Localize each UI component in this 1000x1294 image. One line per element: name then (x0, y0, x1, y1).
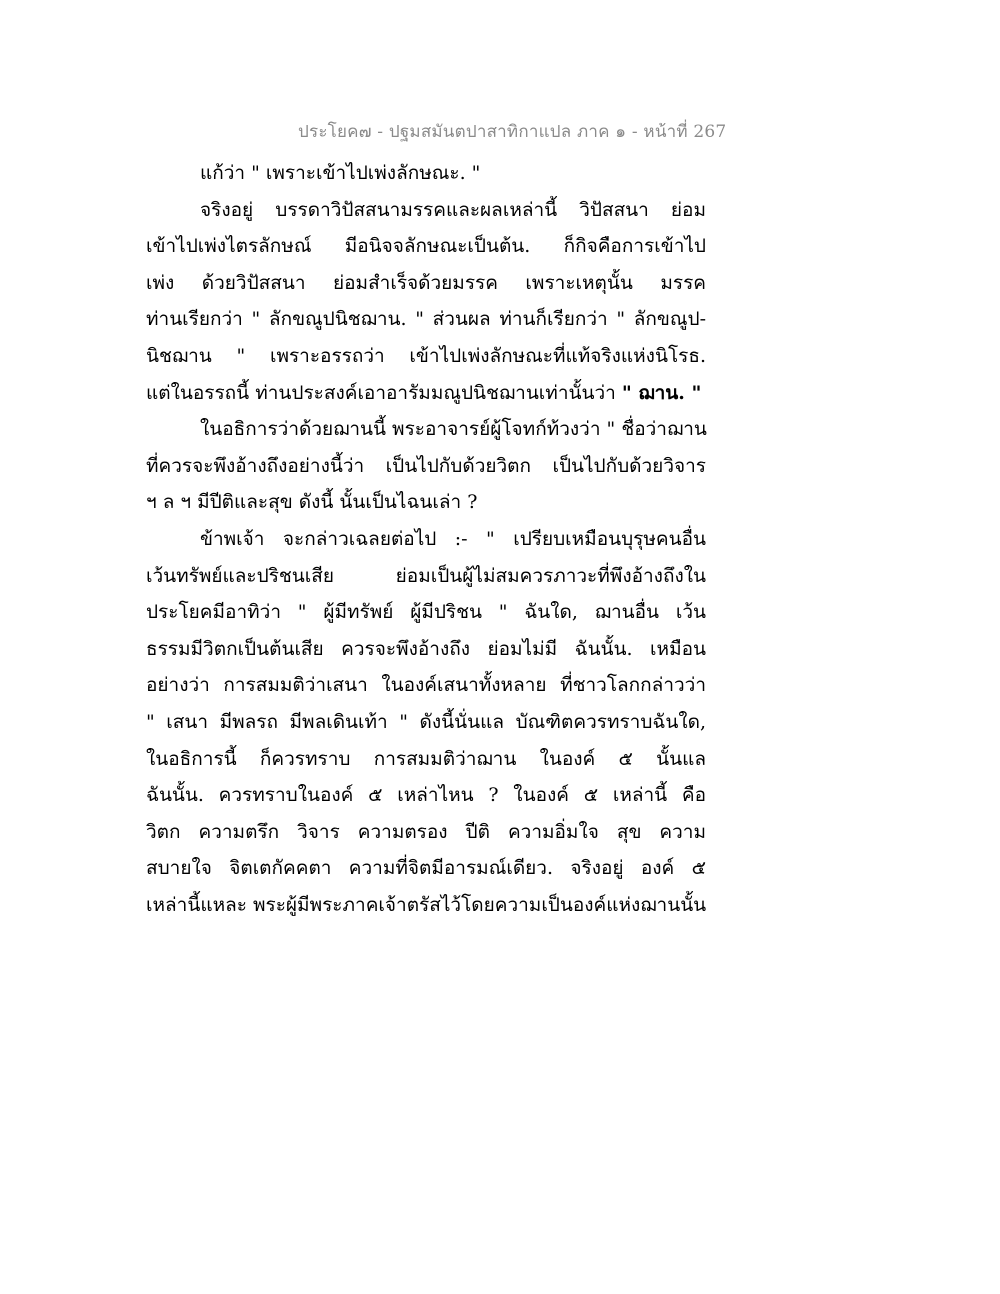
running-head: ประโยค๗ - ปฐมสมันตปาสาทิกาแปล ภาค ๑ - หน้าที่ 267 (298, 122, 727, 142)
text-line: ในอธิการว่าด้วยฌานนี้ พระอาจารย์ผู้โจทก์ท้วงว่า " ชื่อว่าฌาน (200, 418, 707, 441)
text-line: " เสนา มีพลรถ มีพลเดินเท้า " ดังนี้นั่นแล บัณฑิตควรทราบฉันใด, (146, 710, 706, 733)
text-line: สบายใจ จิตเตกัคคตา ความที่จิตมีอารมณ์เดียว. จริงอยู่ องค์ ๕ (146, 857, 706, 880)
text-line: แก้ว่า " เพราะเข้าไปเพ่งลักษณะ. " (200, 162, 481, 184)
text-line: อย่างว่า การสมมติว่าเสนา ในองค์เสนาทั้งหลาย ที่ชาวโลกกล่าวว่า (146, 674, 706, 697)
text-line: ฉันนั้น. ควรทราบในองค์ ๕ เหล่าไหน ? ในองค์ ๕ เหล่านี้ คือ (146, 784, 706, 807)
text-line: จริงอยู่ บรรดาวิปัสสนามรรคและผลเหล่านี้ วิปัสสนา ย่อม (200, 198, 706, 221)
text-line-start: แต่ในอรรถนี้ ท่านประสงค์เอาอารัมมณูปนิชฌานเท่านั้นว่า (146, 381, 616, 404)
text-line: เข้าไปเพ่งไตรลักษณ์ มีอนิจจลักษณะเป็นต้น. ก็กิจคือการเข้าไป (146, 235, 706, 258)
text-line: นิชฌาน " เพราะอรรถว่า เข้าไปเพ่งลักษณะที่แท้จริงแห่งนิโรธ. (146, 344, 706, 367)
text-line: เหล่านี้แหละ พระผู้มีพระภาคเจ้าตรัสไว้โดยความเป็นองค์แห่งฌานนั้น (146, 893, 707, 916)
text-line: เพ่ง ด้วยวิปัสสนา ย่อมสำเร็จด้วยมรรค เพราะเหตุนั้น มรรค (146, 271, 706, 294)
text-line: ในอธิการนี้ ก็ควรทราบ การสมมติว่าฌาน ในองค์ ๕ นั้นแล (146, 747, 706, 770)
bold-term-jhana: " ฌาน. " (621, 381, 702, 404)
text-line: ท่านเรียกว่า " ลักขณูปนิชฌาน. " ส่วนผล ท่านก็เรียกว่า " ลักขณูป- (146, 308, 706, 331)
text-line: เว้นทรัพย์และปริชนเสีย ย่อมเป็นผู้ไม่สมควรภาวะที่พึงอ้างถึงใน (146, 564, 706, 587)
text-line: ฯ ล ฯ มีปีติและสุข ดังนี้ นั้นเป็นไฉนเล่า ? (146, 491, 478, 514)
body-text (146, 155, 706, 923)
text-line: วิตก ความตรึก วิจาร ความตรอง ปีติ ความอิ่มใจ สุข ความ (146, 820, 706, 843)
text-line (146, 375, 706, 412)
text-line: ที่ควรจะพึงอ้างถึงอย่างนี้ว่า เป็นไปกับด้วยวิตก เป็นไปกับด้วยวิจาร (146, 454, 706, 477)
text-line: ประโยคมีอาทิว่า " ผู้มีทรัพย์ ผู้มีปริชน " ฉันใด, ฌานอื่น เว้น (146, 601, 706, 624)
text-line: ธรรมมีวิตกเป็นต้นเสีย ควรจะพึงอ้างถึง ย่อมไม่มี ฉันนั้น. เหมือน (146, 637, 706, 660)
text-line: ข้าพเจ้า จะกล่าวเฉลยต่อไป :- " เปรียบเหมือนบุรุษคนอื่น (200, 527, 706, 550)
